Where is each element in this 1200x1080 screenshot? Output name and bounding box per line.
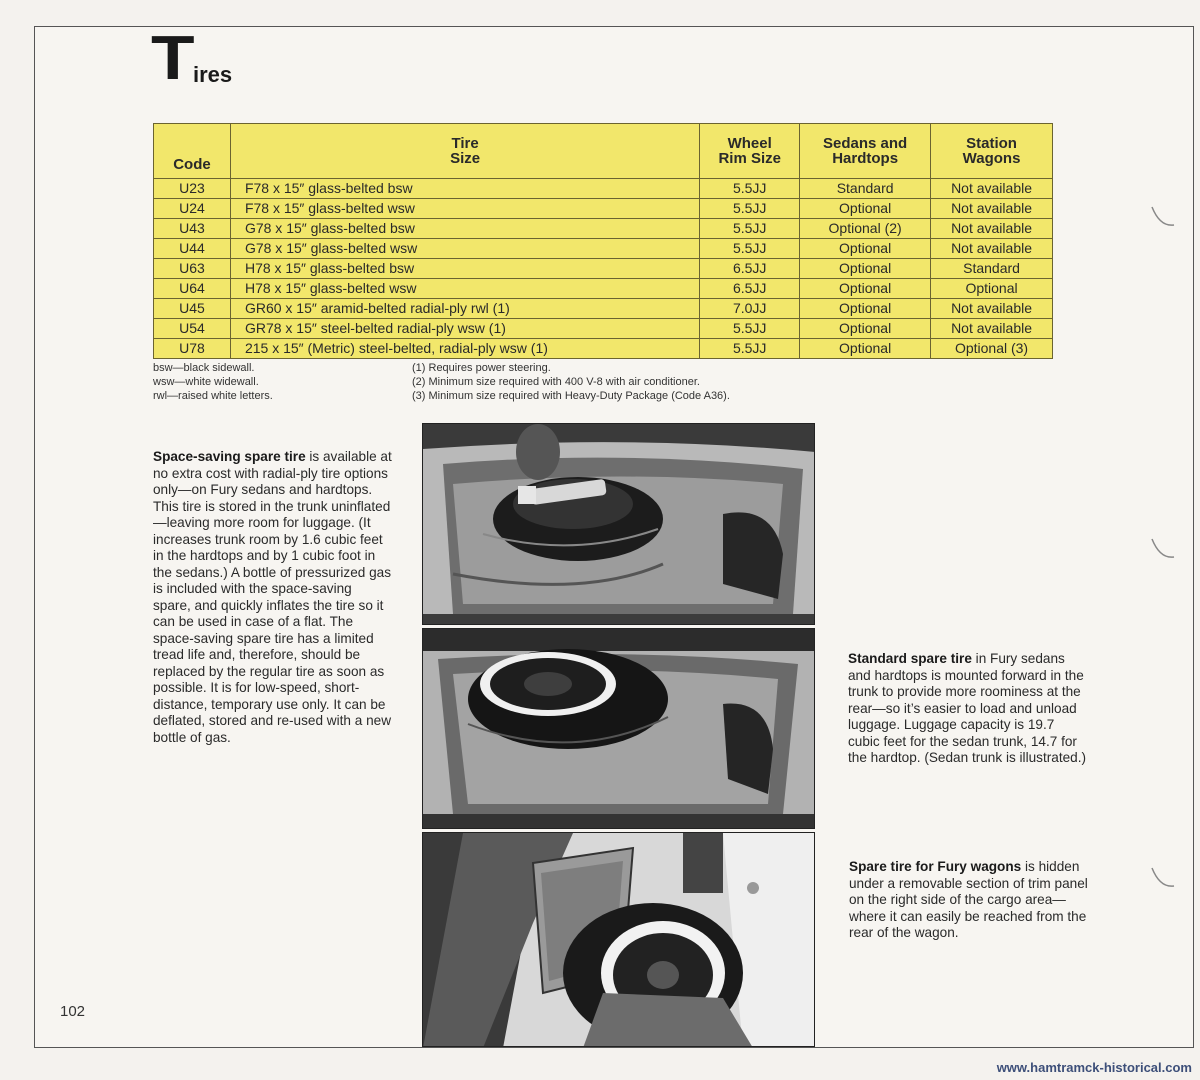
cell-tire-size: F78 x 15″ glass-belted bsw [230, 179, 699, 199]
cell-code: U64 [154, 279, 231, 299]
table-row [154, 179, 1053, 199]
cell-code: U54 [154, 319, 231, 339]
table-row [154, 259, 1053, 279]
cell-station-wagons: Not available [931, 319, 1053, 339]
space-saving-spare-trunk-photo [422, 423, 815, 625]
cell-sedans-hardtops: Optional [800, 299, 931, 319]
table-row [154, 239, 1053, 259]
cell-tire-size: H78 x 15″ glass-belted bsw [230, 259, 699, 279]
cell-sedans-hardtops: Standard [800, 179, 931, 199]
table-row [154, 299, 1053, 319]
cell-station-wagons: Not available [931, 239, 1053, 259]
title-initial: T [151, 24, 193, 93]
cell-station-wagons: Optional (3) [931, 339, 1053, 359]
footnote: (3) Minimum size required with Heavy-Duty Package (Code A36). [412, 390, 730, 402]
binder-tab-icon [1150, 537, 1176, 561]
cell-rim-size: 5.5JJ [700, 319, 800, 339]
cell-tire-size: GR78 x 15″ steel-belted radial-ply wsw (1) [230, 319, 699, 339]
table-row [154, 279, 1053, 299]
space-saving-heading: Space-saving spare tire [153, 449, 306, 464]
cell-station-wagons: Not available [931, 199, 1053, 219]
cell-rim-size: 5.5JJ [700, 179, 800, 199]
cell-code: U23 [154, 179, 231, 199]
abbreviation-legend [153, 361, 273, 403]
legend-item: rwl—raised white letters. [153, 390, 273, 402]
cell-sedans-hardtops: Optional [800, 279, 931, 299]
space-saving-body: is available at no extra cost with radial-ply tire options only—on Fury sedans and hardtops. This tire is stored in the trunk uninflated—leaving more room for luggage. (It increases trunk room by 1.6 cubic feet in the hardtops and by 1 cubic foot in the sedans.) A bottle of pressurized gas is included with the space-saving spare, and quickly inflates the tire so it can be used in case of a flat. The space-saving spare tire has a limited tread life and, therefore, should be replaced by the regular tire as soon as possible. It is for low-speed, short-distance, temporary use only. It can be deflated, stored and re-used with a new bottle of gas. [153, 449, 392, 745]
cell-rim-size: 5.5JJ [700, 199, 800, 219]
cell-rim-size: 5.5JJ [700, 339, 800, 359]
cell-code: U24 [154, 199, 231, 219]
standard-spare-paragraph [848, 651, 1088, 767]
binder-tab-icon [1150, 205, 1176, 229]
footnote: (2) Minimum size required with 400 V-8 with air conditioner. [412, 376, 700, 388]
title-rest: ires [193, 62, 233, 87]
cell-station-wagons: Not available [931, 179, 1053, 199]
cell-rim-size: 5.5JJ [700, 219, 800, 239]
legend-item: bsw—black sidewall. [153, 362, 255, 374]
cell-sedans-hardtops: Optional [800, 239, 931, 259]
header-station-wagons: Station Wagons [931, 124, 1053, 179]
table-row [154, 339, 1053, 359]
watermark: www.hamtramck-historical.com [996, 1060, 1192, 1075]
cell-sedans-hardtops: Optional (2) [800, 219, 931, 239]
table-row [154, 199, 1053, 219]
cell-rim-size: 6.5JJ [700, 279, 800, 299]
standard-spare-trunk-photo [422, 628, 815, 829]
cell-tire-size: G78 x 15″ glass-belted bsw [230, 219, 699, 239]
table-row [154, 219, 1053, 239]
footnotes [412, 361, 730, 403]
cell-rim-size: 5.5JJ [700, 239, 800, 259]
cell-rim-size: 7.0JJ [700, 299, 800, 319]
cell-rim-size: 6.5JJ [700, 259, 800, 279]
standard-spare-heading: Standard spare tire [848, 651, 972, 666]
page-number: 102 [60, 1003, 86, 1020]
wagon-spare-heading: Spare tire for Fury wagons [849, 859, 1022, 874]
table-row [154, 319, 1053, 339]
standard-spare-body: in Fury sedans and hardtops is mounted forward in the trunk to provide more roominess at the rear—so it’s easier to load and unload luggage. Luggage capacity is 19.7 cubic feet for the sedan trunk, 14.7 for the hardtop. (Sedan trunk is illustrated.) [848, 651, 1087, 765]
cell-code: U45 [154, 299, 231, 319]
cell-code: U44 [154, 239, 231, 259]
cell-tire-size: GR60 x 15″ aramid-belted radial-ply rwl (1) [230, 299, 699, 319]
cell-tire-size: 215 x 15″ (Metric) steel-belted, radial-ply wsw (1) [230, 339, 699, 359]
cell-sedans-hardtops: Optional [800, 259, 931, 279]
binder-tab-icon [1150, 866, 1176, 890]
header-code: Code [154, 124, 231, 179]
legend-item: wsw—white widewall. [153, 376, 259, 388]
cell-sedans-hardtops: Optional [800, 199, 931, 219]
tire-options-table [153, 123, 1053, 359]
cell-code: U43 [154, 219, 231, 239]
cell-tire-size: F78 x 15″ glass-belted wsw [230, 199, 699, 219]
header-tire-size: Tire Size [230, 124, 699, 179]
cell-code: U78 [154, 339, 231, 359]
page-title [151, 24, 233, 93]
cell-sedans-hardtops: Optional [800, 339, 931, 359]
wagon-spare-photo [422, 832, 815, 1047]
cell-station-wagons: Not available [931, 219, 1053, 239]
space-saving-spare-paragraph [153, 449, 393, 746]
cell-station-wagons: Not available [931, 299, 1053, 319]
header-sedans-hardtops: Sedans and Hardtops [800, 124, 931, 179]
cell-code: U63 [154, 259, 231, 279]
wagon-spare-paragraph [849, 859, 1094, 942]
cell-station-wagons: Optional [931, 279, 1053, 299]
header-wheel-rim: Wheel Rim Size [700, 124, 800, 179]
cell-sedans-hardtops: Optional [800, 319, 931, 339]
cell-tire-size: H78 x 15″ glass-belted wsw [230, 279, 699, 299]
cell-tire-size: G78 x 15″ glass-belted wsw [230, 239, 699, 259]
table-header-row [154, 124, 1053, 179]
wagon-spare-body: is hidden under a removable section of trim panel on the right side of the cargo area—where it can easily be reached from the rear of the wagon. [849, 859, 1088, 940]
cell-station-wagons: Standard [931, 259, 1053, 279]
footnote: (1) Requires power steering. [412, 362, 551, 374]
